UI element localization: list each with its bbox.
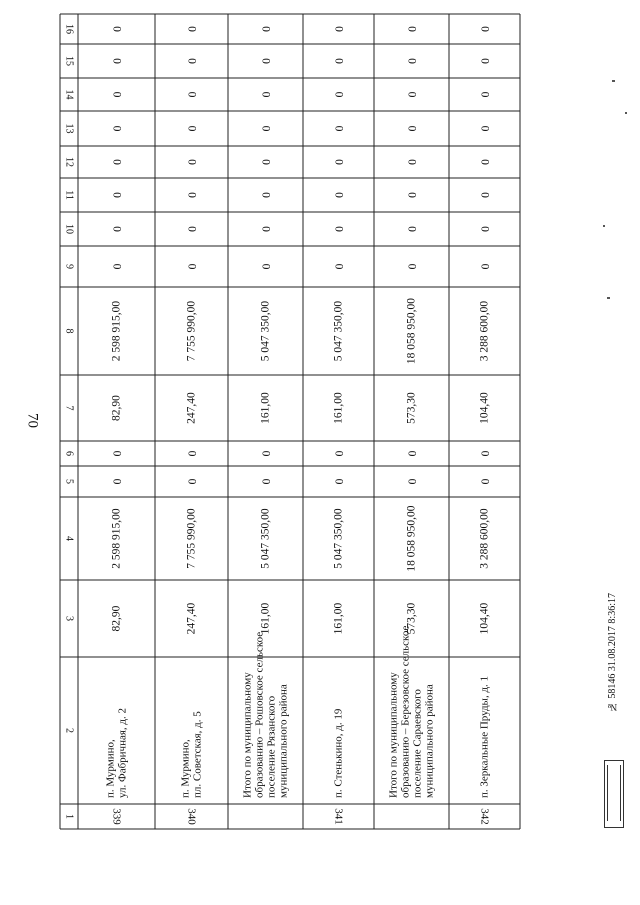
table-cell-c15: 0 — [110, 58, 123, 64]
table-cell-c5: 0 — [110, 478, 123, 485]
table-cell-c7: 247,40 — [185, 392, 198, 424]
table-cell-c5: 0 — [185, 478, 198, 485]
table-cell-c8: 3 288 600,00 — [478, 300, 491, 362]
column-number: 8 — [63, 328, 75, 334]
registration-stamp: № 58146 31.08.2017 8:36:17 — [607, 593, 618, 713]
table-cell-c9: 0 — [478, 263, 491, 270]
table-grid — [60, 14, 520, 829]
column-number: 5 — [63, 479, 75, 484]
table-cell-c9: 0 — [405, 263, 418, 270]
table-cell-c14: 0 — [110, 91, 123, 98]
column-number: 4 — [63, 536, 75, 541]
table-cell-c13: 0 — [332, 125, 345, 132]
table-cell-c13: 0 — [478, 125, 491, 132]
address-line: образованию – Рошовское сельское — [253, 631, 266, 798]
table-cell-c9: 0 — [185, 263, 198, 270]
address-line: п. Стенькино, д. 19 — [332, 708, 345, 798]
column-number: 2 — [63, 728, 75, 733]
table-cell-c13: 0 — [405, 125, 418, 132]
table-cell-c10: 0 — [110, 226, 123, 232]
row-number: 341 — [332, 808, 345, 825]
table-cell-c12: 0 — [478, 159, 491, 165]
table-cell-c5: 0 — [259, 478, 272, 485]
table-cell-c12: 0 — [185, 159, 198, 165]
address-line: ул. Фабричная, д. 2 — [116, 707, 129, 798]
stamp-logo-icon — [604, 760, 624, 828]
table-cell-c10: 0 — [259, 226, 272, 232]
table-cell-c11: 0 — [478, 192, 491, 198]
table-cell-c15: 0 — [185, 58, 198, 64]
scan-speck — [625, 112, 627, 114]
column-number: 11 — [63, 190, 75, 200]
table-cell-c4: 5 047 350,00 — [259, 508, 272, 569]
table-cell-c6: 0 — [185, 450, 198, 457]
table-cell-c15: 0 — [332, 58, 345, 64]
table-cell-c12: 0 — [332, 159, 345, 165]
table-cell-c3: 573,30 — [405, 602, 418, 635]
table-cell-c14: 0 — [405, 91, 418, 98]
table-cell-c12: 0 — [259, 159, 272, 165]
table-cell-c16: 0 — [332, 26, 345, 32]
table-cell-c3: 247,40 — [185, 602, 198, 635]
table-cell-c12: 0 — [405, 159, 418, 165]
table-cell-c14: 0 — [185, 91, 198, 98]
table-cell-c13: 0 — [259, 125, 272, 132]
address-line: пл. Советская, д. 5 — [191, 711, 204, 798]
address-line: Итого по муниципальному — [387, 672, 400, 798]
table-cell-c4: 2 598 915,00 — [110, 508, 123, 569]
table-cell-c11: 0 — [332, 192, 345, 198]
table-cell-c3: 161,00 — [259, 602, 272, 635]
table-cell-c3: 104,40 — [478, 602, 491, 635]
table-cell-c7: 82,90 — [110, 395, 123, 421]
address-line: поселение Сараевского — [411, 689, 424, 798]
table-cell-c13: 0 — [110, 125, 123, 132]
scan-speck — [607, 297, 610, 299]
table-cell-c13: 0 — [185, 125, 198, 132]
column-number: 10 — [63, 224, 75, 234]
table-cell-c7: 161,00 — [332, 392, 345, 424]
table-cell-c11: 0 — [185, 192, 198, 198]
table-cell-c8: 7 755 990,00 — [185, 300, 198, 362]
column-number: 3 — [63, 616, 75, 621]
table-cell-c15: 0 — [478, 58, 491, 64]
table-cell-c11: 0 — [259, 192, 272, 198]
table-cell-c5: 0 — [332, 478, 345, 485]
table-cell-c16: 0 — [110, 26, 123, 32]
column-number: 6 — [63, 451, 75, 456]
table-cell-c4: 3 288 600,00 — [478, 508, 491, 569]
table-cell-c10: 0 — [185, 226, 198, 232]
table-cell-c4: 7 755 990,00 — [185, 508, 198, 569]
address-line: муниципального района — [423, 684, 436, 798]
table-cell-c6: 0 — [478, 450, 491, 457]
address-line: образованию – Березовское сельское — [399, 625, 412, 798]
table-cell-c5: 0 — [405, 478, 418, 485]
address-line: муниципального района — [277, 684, 290, 798]
table-cell-c16: 0 — [185, 26, 198, 32]
table-cell-c6: 0 — [332, 450, 345, 457]
table-cell-c14: 0 — [478, 91, 491, 98]
table-cell-c16: 0 — [405, 26, 418, 32]
table-cell-c7: 573,30 — [405, 392, 418, 424]
table-cell-c7: 161,00 — [259, 392, 272, 424]
table-cell-c16: 0 — [259, 26, 272, 32]
address-line: Итого по муниципальному — [241, 672, 254, 798]
row-number: 342 — [478, 808, 491, 825]
table-cell-c8: 5 047 350,00 — [332, 300, 345, 362]
table-cell-c8: 18 058 950,00 — [405, 297, 418, 365]
table-cell-c8: 5 047 350,00 — [259, 300, 272, 362]
table-cell-c4: 18 058 950,00 — [405, 505, 418, 572]
table-cell-c6: 0 — [405, 450, 418, 457]
table-cell-c15: 0 — [259, 58, 272, 64]
table-cell-c4: 5 047 350,00 — [332, 508, 345, 569]
table-cell-c6: 0 — [259, 450, 272, 457]
table-cell-c10: 0 — [405, 226, 418, 232]
address-line: п. Мурмино, — [104, 739, 117, 798]
column-number: 14 — [63, 89, 75, 100]
table-cell-c11: 0 — [405, 192, 418, 198]
table-cell-c9: 0 — [332, 263, 345, 270]
table-cell-c5: 0 — [478, 478, 491, 485]
table-cell-c16: 0 — [478, 26, 491, 32]
column-number: 15 — [63, 56, 75, 66]
table-cell-c9: 0 — [259, 263, 272, 270]
column-number: 9 — [63, 264, 75, 269]
row-number: 339 — [110, 808, 123, 825]
address-line: поселение Рязанского — [265, 695, 278, 798]
column-number: 16 — [63, 24, 75, 34]
scan-speck — [612, 80, 615, 82]
table-cell-c15: 0 — [405, 58, 418, 64]
table-cell-c3: 82,90 — [110, 605, 123, 632]
table-cell-c3: 161,00 — [332, 602, 345, 635]
table-texts — [64, 24, 491, 825]
scan-speck — [603, 225, 605, 227]
table-cell-c10: 0 — [332, 226, 345, 232]
column-number: 13 — [63, 123, 75, 134]
row-number: 340 — [185, 808, 198, 825]
table-cell-c14: 0 — [332, 91, 345, 98]
address-line: п. Мурмино, — [179, 739, 192, 798]
table-cell-c11: 0 — [110, 192, 123, 198]
table-cell-c8: 2 598 915,00 — [110, 300, 123, 362]
column-number: 1 — [63, 814, 75, 819]
address-line: п. Зеркальные Пруды, д. 1 — [478, 675, 491, 798]
column-number: 7 — [63, 405, 75, 411]
table-cell-c10: 0 — [478, 226, 491, 232]
table-cell-c14: 0 — [259, 91, 272, 98]
column-number: 12 — [63, 157, 75, 167]
table-cell-c6: 0 — [110, 450, 123, 457]
table-cell-c12: 0 — [110, 159, 123, 165]
table-cell-c9: 0 — [110, 263, 123, 270]
page-number: 70 — [24, 413, 41, 428]
table-cell-c7: 104,40 — [478, 392, 491, 424]
